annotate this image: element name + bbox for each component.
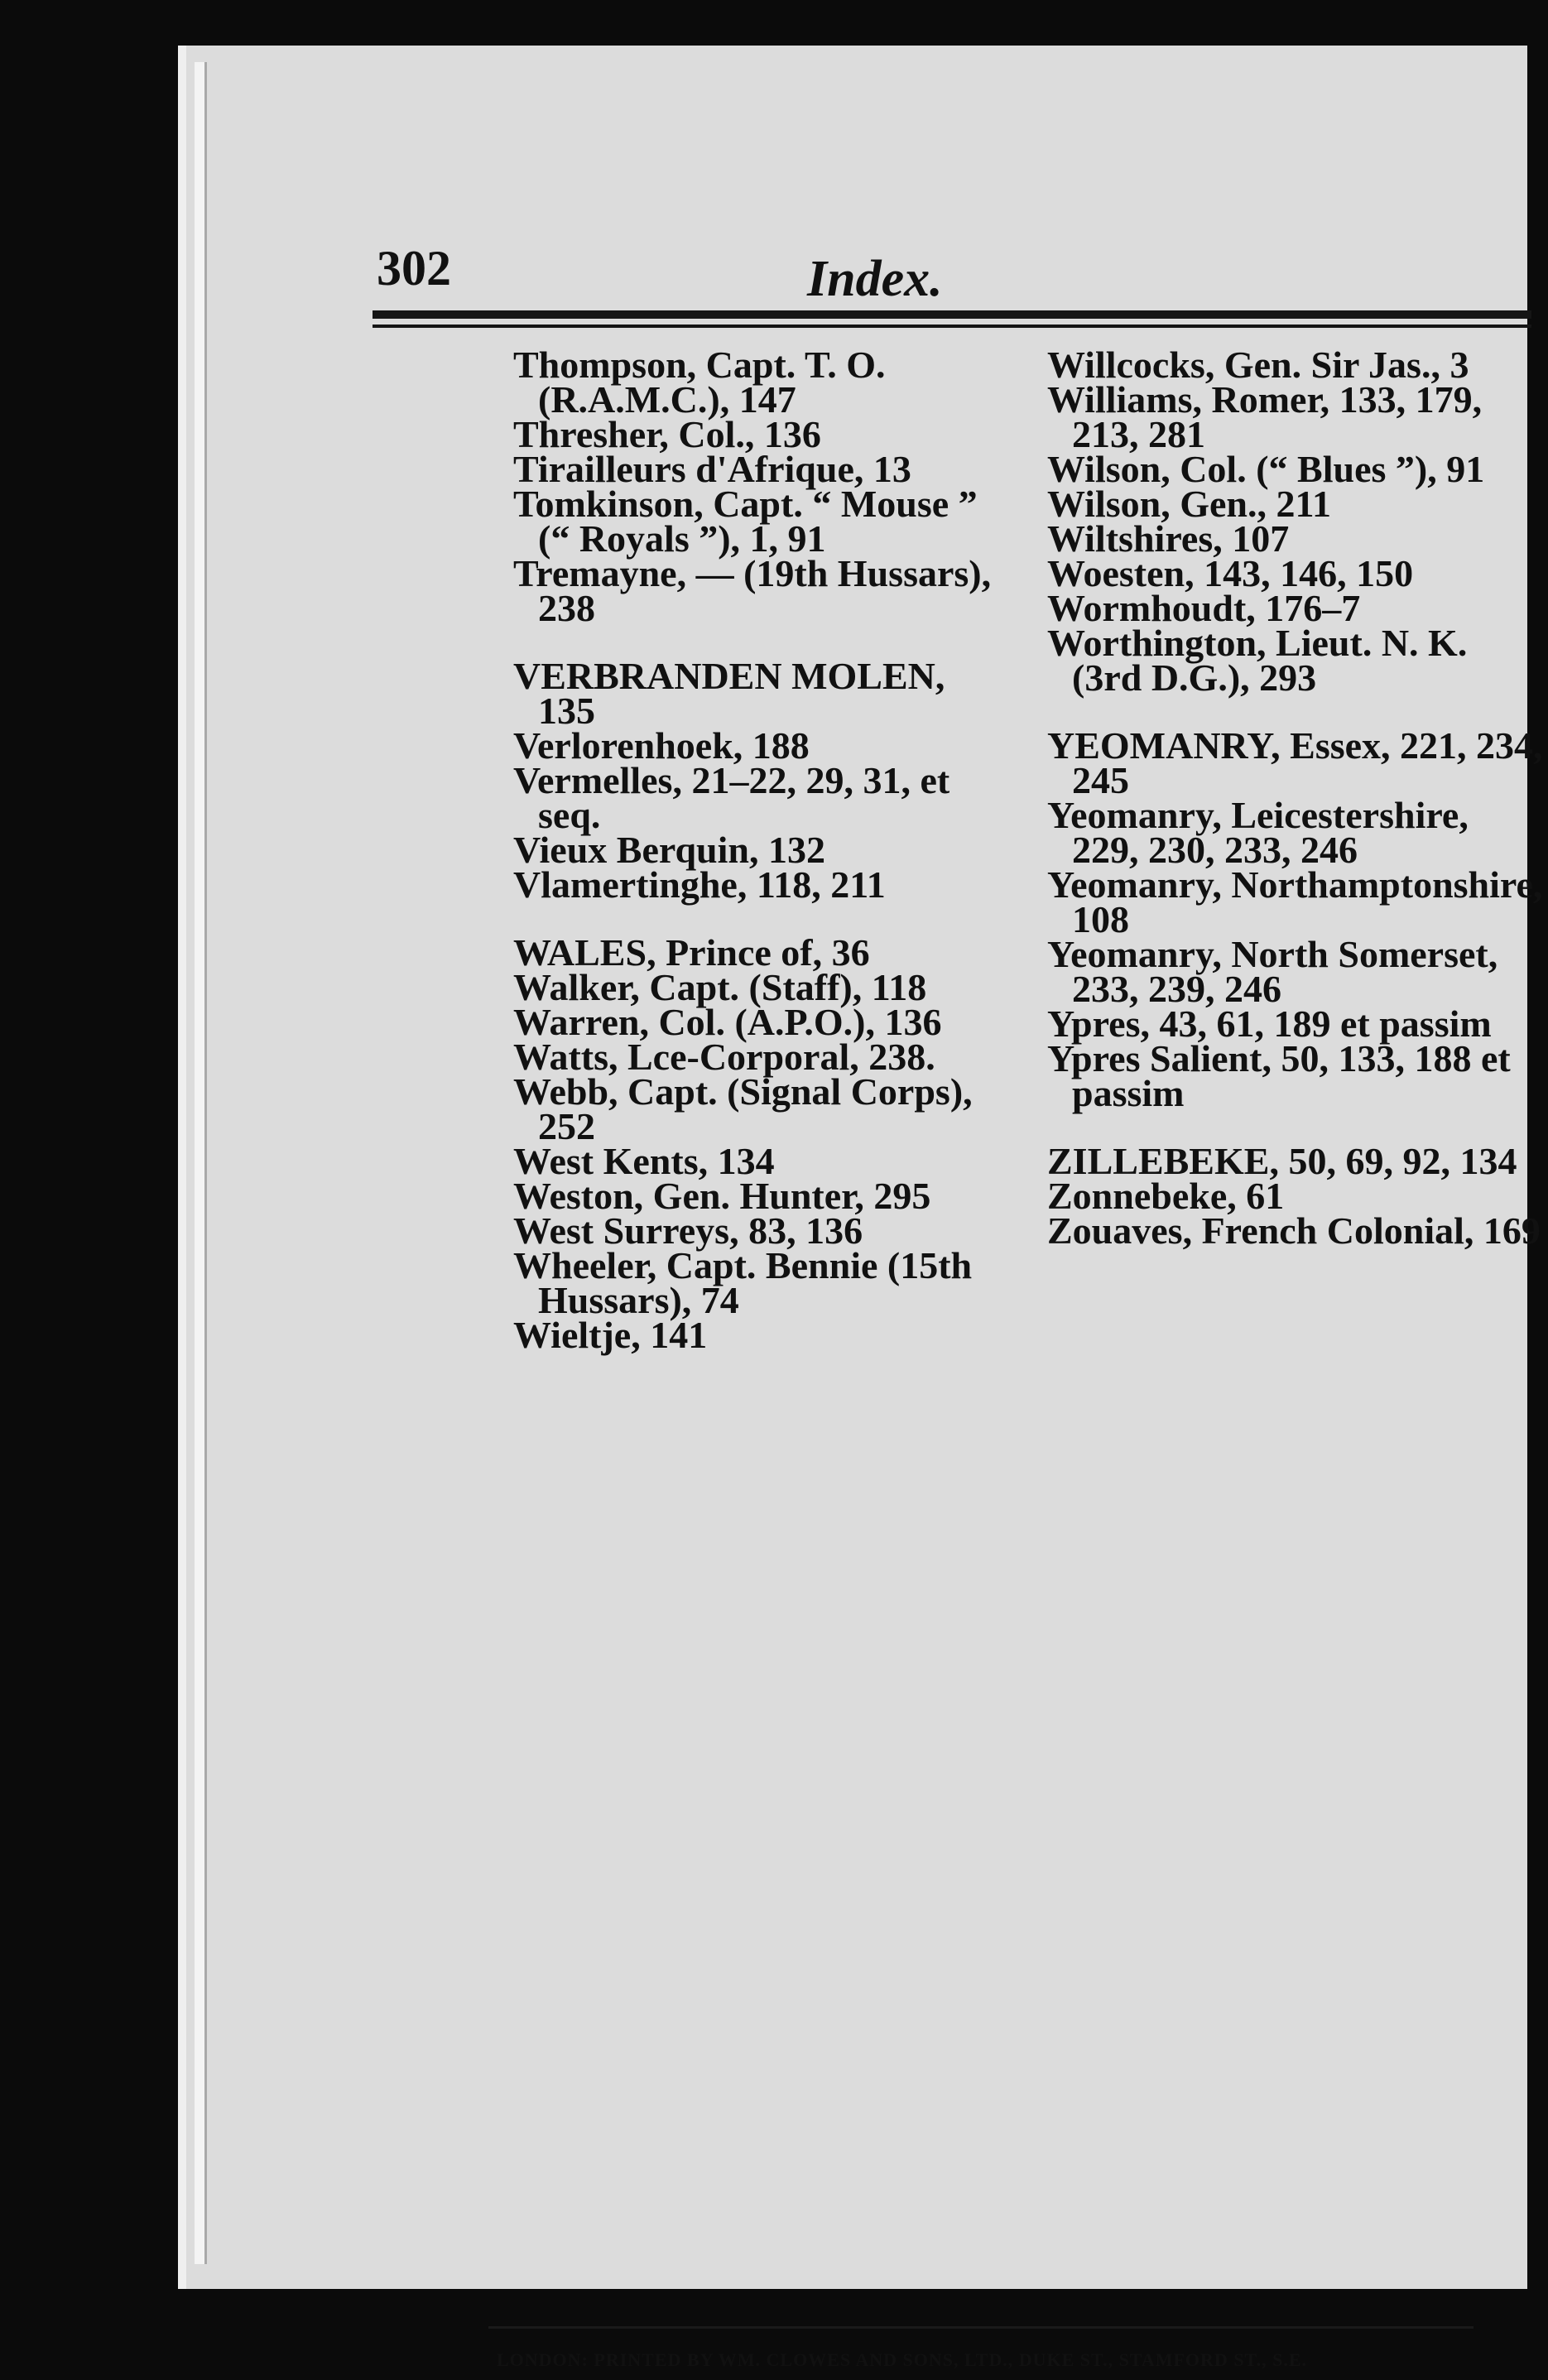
index-entry: Worthington, Lieut. N. K. (3rd D.G.), 293: [1047, 622, 1468, 699]
header-rule: [373, 310, 1531, 319]
index-column-right: [1047, 344, 1544, 1252]
index-entry: Vlamertinghe, 118, 211: [513, 863, 886, 906]
index-entry: Zouaves, French Colonial, 169: [1047, 1209, 1541, 1252]
index-entry: Ypres Salient, 50, 133, 188 et passim: [1047, 1037, 1511, 1114]
index-entry: Thompson, Capt. T. O. (R.A.M.C.), 147: [513, 344, 886, 421]
index-entry: WALES, Prince of, 36: [513, 931, 870, 974]
header-rule-thin: [373, 325, 1531, 328]
index-entry: West Kents, 134: [513, 1140, 775, 1182]
page-header: [377, 240, 1531, 306]
index-entry: Tremayne, — (19th Hussars), 238: [513, 552, 992, 629]
index-entry: Vermelles, 21–22, 29, 31, et seq.: [513, 759, 950, 836]
index-entry: Zonnebeke, 61: [1047, 1175, 1285, 1217]
index-entry: Wormhoudt, 176–7: [1047, 587, 1361, 629]
index-entry: Yeomanry, North Somerset, 233, 239, 246: [1047, 933, 1498, 1010]
index-entry: West Surreys, 83, 136: [513, 1209, 863, 1252]
index-entry: Walker, Capt. (Staff), 118: [513, 966, 927, 1008]
index-entry: Wilson, Col. (“ Blues ”), 91: [1047, 448, 1485, 490]
index-column-left: [513, 344, 1010, 1356]
index-entry: Yeomanry, Leicestershire, 229, 230, 233, 246: [1047, 794, 1469, 871]
index-entry: Wiltshires, 107: [1047, 517, 1290, 560]
index-entry: Yeomanry, Northamptonshire, 108: [1047, 863, 1543, 940]
index-entry: Webb, Capt. (Signal Corps), 252: [513, 1070, 973, 1147]
page-edge: [195, 62, 207, 2264]
index-entry: Verlorenhoek, 188: [513, 724, 810, 767]
page-title: Index.: [807, 251, 943, 307]
page-number: 302: [377, 241, 451, 296]
index-entry: Watts, Lce-Corporal, 238.: [513, 1036, 935, 1078]
printer-imprint: LONDON: PRINTED BY WM. CLOWES AND SONS, LTD., DUKE ST., STAMFORD ST., S.E.: [497, 2349, 1308, 2370]
index-entry: Williams, Romer, 133, 179, 213, 281: [1047, 378, 1483, 455]
index-entry: Wieltje, 141: [513, 1314, 708, 1356]
index-entry: Wilson, Gen., 211: [1047, 483, 1331, 525]
index-entry: Vieux Berquin, 132: [513, 829, 826, 871]
index-entry: Ypres, 43, 61, 189 et passim: [1047, 1002, 1492, 1045]
index-entry: ZILLEBEKE, 50, 69, 92, 134: [1047, 1140, 1517, 1182]
footer-rule: [488, 2326, 1473, 2329]
index-entry: Warren, Col. (A.P.O.), 136: [513, 1001, 942, 1043]
index-entry: Woesten, 143, 146, 150: [1047, 552, 1414, 594]
index-entry: Weston, Gen. Hunter, 295: [513, 1175, 931, 1217]
index-entry: Wheeler, Capt. Bennie (15th Hussars), 74: [513, 1244, 973, 1321]
index-entry: Willcocks, Gen. Sir Jas., 3: [1047, 344, 1469, 386]
index-entry: YEOMANRY, Essex, 221, 234, 245: [1047, 724, 1543, 801]
index-entry: Tomkinson, Capt. “ Mouse ” (“ Royals ”), 1, 91: [513, 483, 978, 560]
index-entry: VERBRANDEN MOLEN, 135: [513, 655, 945, 732]
index-entry: Thresher, Col., 136: [513, 413, 821, 455]
index-entry: Tirailleurs d'Afrique, 13: [513, 448, 911, 490]
